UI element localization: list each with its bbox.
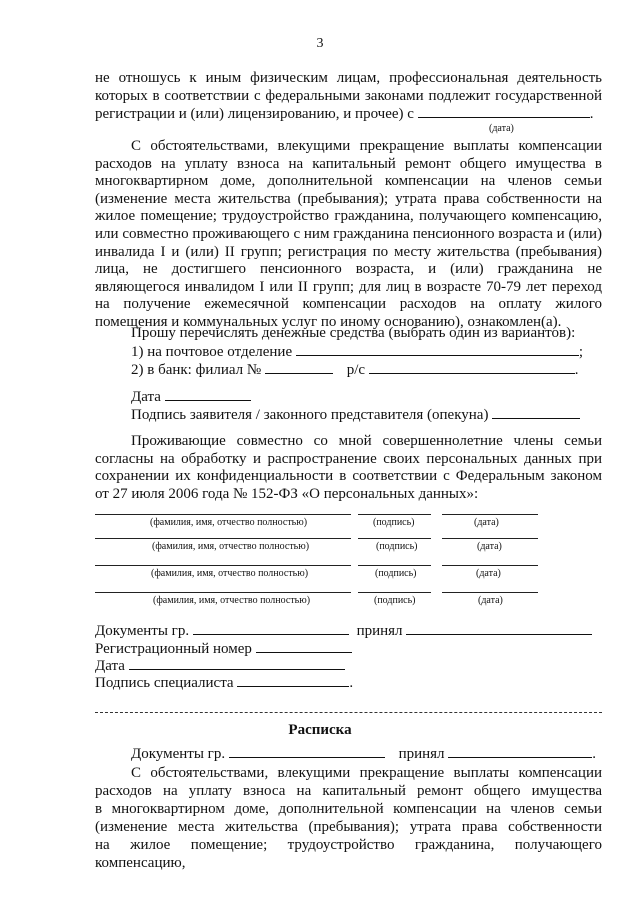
member-3-signature-caption: (подпись) — [375, 568, 417, 579]
receipt-accepted-field[interactable] — [448, 745, 592, 758]
member-2-date-line[interactable] — [442, 538, 538, 539]
member-1-name-caption: (фамилия, имя, отчество полностью) — [150, 517, 308, 528]
member-1-date-line[interactable] — [442, 514, 538, 515]
member-2-signature-line[interactable] — [358, 538, 431, 539]
post-office-field[interactable] — [296, 343, 579, 356]
payment-option-post-label: 1) на почтовое отделение — [131, 344, 293, 360]
bank-branch-field[interactable] — [265, 361, 333, 374]
receipt-line-2: расходов на уплату взноса на капитальный ремонт общего имущества — [95, 783, 602, 799]
member-3-date-line[interactable] — [442, 565, 538, 566]
date-field-underline[interactable] — [418, 105, 590, 118]
page-number: 3 — [316, 36, 324, 51]
member-4-name-line[interactable] — [95, 592, 351, 593]
member-3-signature-line[interactable] — [358, 565, 431, 566]
circumstances-paragraph: С обстоятельствами, влекущими прекращение выплаты компенсации расходов на уплату взноса на капитальный ремонт общего имущества в многоквартирном доме, дополнительной компенсации на членов семьи (изменение места жительства (пребывания); утрата права собственности на жилое помещение; трудоустройство гражданина, получающего компенсацию, или совместно проживающего с ним гражданина пенсионного возраста и (или) инвалида I и (или) II групп; регистрация по месту жительства (пребывания) лица, не достигшего пенсионного возраста, и (или) гражданина не являющегося инвалидом I или II групп; для лиц в возрасте 70-79 лет переход на получение ежемесячной компенсации расходов на оплату жилого помещения и коммунальных услуг по иному основанию), ознакомлен(а). — [95, 138, 602, 330]
p1-line-3: регистрации и (или) лицензированию, и прочее) с . — [95, 106, 594, 123]
receipt-line-1: С обстоятельствами, влекущими прекращение выплаты компенсации — [131, 765, 602, 781]
bank-account-field[interactable] — [369, 361, 575, 374]
member-3-name-caption: (фамилия, имя, отчество полностью) — [151, 568, 309, 579]
cut-line — [95, 712, 602, 713]
reg-number-row — [95, 640, 352, 658]
reg-number-field[interactable] — [256, 640, 352, 653]
receipt-citizen-field[interactable] — [229, 745, 385, 758]
receipt-line-5: на жилое помещение; трудоустройство гражданина, получающего компенсацию, — [95, 837, 602, 871]
payment-option-bank: 2) в банк: филиал № р/с . — [131, 362, 579, 378]
payment-option-bank-label: 2) в банк: филиал № — [131, 362, 262, 378]
applicant-signature-row — [131, 406, 580, 424]
accept-documents-row — [95, 622, 592, 640]
member-4-name-caption: (фамилия, имя, отчество полностью) — [153, 595, 311, 606]
specialist-signature-field[interactable] — [237, 674, 349, 687]
member-1-signature-line[interactable] — [358, 514, 431, 515]
accept-citizen-field[interactable] — [193, 622, 349, 635]
receipt-line-3: в многоквартирном доме, дополнительной компенсации на членов семьи — [95, 801, 602, 817]
applicant-signature-field[interactable] — [492, 406, 580, 419]
date-field-caption: (дата) — [489, 123, 514, 134]
accept-date-label: Дата — [95, 658, 125, 674]
receipt-accepted-label: принял — [398, 746, 445, 762]
applicant-date-label: Дата — [131, 389, 161, 405]
member-4-signature-caption: (подпись) — [374, 595, 416, 606]
p1-line-2: которых в соответствии с федеральными законами подлежит государственной — [95, 87, 602, 104]
member-4-date-caption: (дата) — [478, 595, 503, 606]
accept-accepted-field[interactable] — [406, 622, 592, 635]
accept-date-field[interactable] — [129, 657, 345, 670]
member-3-date-caption: (дата) — [476, 568, 501, 579]
accept-documents-label: Документы гр. — [95, 623, 190, 639]
applicant-date-field[interactable] — [165, 388, 251, 401]
member-2-name-caption: (фамилия, имя, отчество полностью) — [152, 541, 310, 552]
specialist-signature-row: Подпись специалиста . — [95, 675, 354, 691]
member-2-signature-caption: (подпись) — [376, 541, 418, 552]
p1-line-1: не отношусь к иным физическим лицам, профессиональная деятельность — [95, 70, 602, 86]
member-1-name-line[interactable] — [95, 514, 351, 515]
reg-number-label: Регистрационный номер — [95, 641, 252, 657]
receipt-line-4: (изменение места жительства (пребывания); утрата права собственности — [95, 819, 602, 835]
receipt-documents-label: Документы гр. — [131, 746, 226, 762]
applicant-signature-label: Подпись заявителя / законного представителя (опекуна) — [131, 407, 489, 423]
specialist-signature-label: Подпись специалиста — [95, 675, 234, 691]
member-1-date-caption: (дата) — [474, 517, 499, 528]
member-3-name-line[interactable] — [95, 565, 351, 566]
member-2-name-line[interactable] — [95, 538, 351, 539]
receipt-documents-row: Документы гр. принял . — [131, 746, 597, 762]
member-4-date-line[interactable] — [442, 592, 538, 593]
consent-paragraph: Проживающие совместно со мной совершеннолетние члены семьи согласны на обработку и распространение своих персональных данных при сохранении их конфиденциальности в соответствии с Федеральным законом от 27 июля 2006 года № 152-ФЗ «О персональных данных»: — [95, 433, 602, 502]
receipt-title: Расписка — [288, 722, 352, 738]
p1-line-3-text: регистрации и (или) лицензированию, и прочее) с — [95, 106, 414, 123]
member-4-signature-line[interactable] — [358, 592, 431, 593]
payment-option-post: 1) на почтовое отделение ; — [131, 344, 584, 360]
member-2-date-caption: (дата) — [477, 541, 502, 552]
accept-accepted-label: принял — [356, 623, 403, 639]
member-1-signature-caption: (подпись) — [373, 517, 415, 528]
bank-account-label: р/с — [346, 362, 366, 378]
applicant-date-row — [131, 388, 251, 406]
payment-intro: Прошу перечислять денежные средства (выбрать один из вариантов): — [131, 325, 576, 341]
accept-date-row — [95, 657, 345, 675]
